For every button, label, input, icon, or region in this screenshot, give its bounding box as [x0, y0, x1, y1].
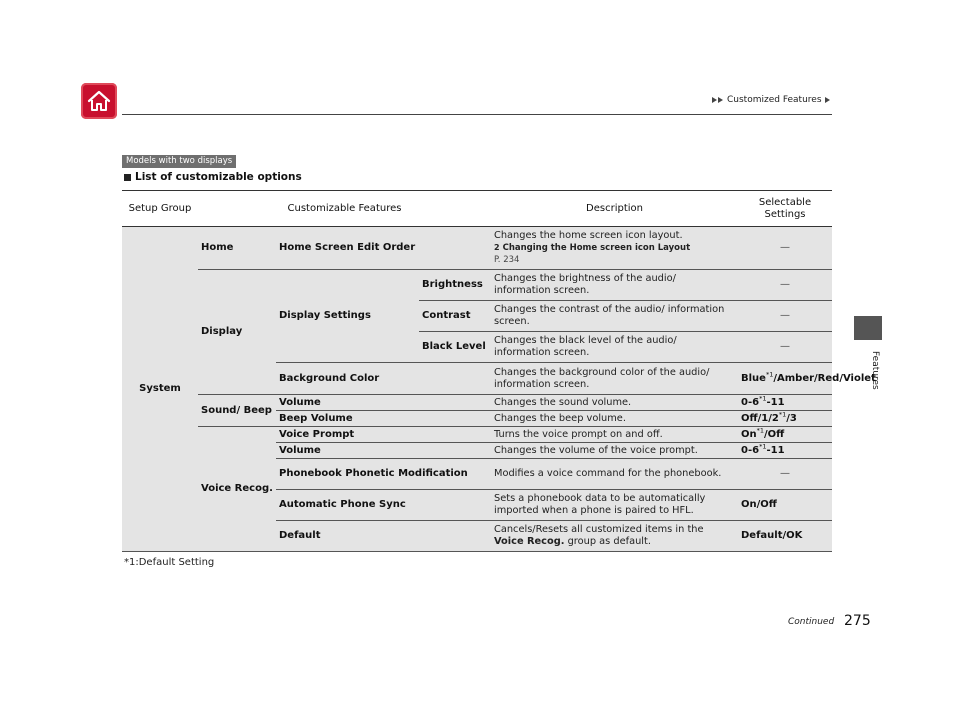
settings-default: Default/OK [738, 521, 832, 552]
feature-voice-volume: Volume [276, 443, 491, 459]
feature-automatic-phone-sync: Automatic Phone Sync [276, 490, 491, 521]
reference-icon: 2 [494, 243, 500, 252]
settings-beep-volume [738, 411, 832, 427]
footnote-marker: *1 [756, 426, 765, 435]
group-display: Display [198, 270, 276, 395]
arrow-icon [718, 97, 723, 103]
continued-label: Continued [788, 617, 835, 627]
desc-automatic-phone-sync: Sets a phonebook data to be automatically imported when a phone is paired to HFL. [491, 490, 738, 521]
desc-text: Cancels/Resets all customized items in the [494, 524, 704, 535]
desc-brightness: Changes the brightness of the audio/ information screen. [491, 270, 738, 301]
group-system: System [122, 227, 198, 552]
group-voice-recog: Voice Recog. [198, 427, 276, 552]
settings-automatic-phone-sync: On/Off [738, 490, 832, 521]
cross-reference-link[interactable] [494, 242, 735, 254]
setting-others: /Off [764, 428, 785, 440]
desc-bold: Voice Recog. [494, 536, 565, 547]
header-selectable-settings: Selectable Settings [738, 191, 832, 227]
reference-label: Changing the Home screen icon Layout [502, 243, 691, 253]
section-title-text: List of customizable options [135, 171, 302, 183]
table-row [122, 395, 832, 411]
footnote-marker: *1 [778, 410, 787, 419]
settings-black-level: — [738, 332, 832, 363]
subgroup-display-settings: Display Settings [276, 270, 419, 363]
settings-brightness: — [738, 270, 832, 301]
models-badge: Models with two displays [122, 155, 236, 168]
breadcrumb-label: Customized Features [727, 95, 822, 105]
desc-black-level: Changes the black level of the audio/ information screen. [491, 332, 738, 363]
desc-volume: Changes the sound volume. [491, 395, 738, 411]
footnote: *1:Default Setting [124, 557, 215, 568]
settings-phonebook-phonetic: — [738, 459, 832, 490]
feature-home-screen-edit-order: Home Screen Edit Order [276, 227, 491, 270]
desc-contrast: Changes the contrast of the audio/ information screen. [491, 301, 738, 332]
arrow-icon [825, 97, 830, 103]
breadcrumb[interactable] [712, 93, 832, 107]
settings-volume [738, 395, 832, 411]
setting-default: Blue [741, 372, 766, 384]
setting-others: -11 [766, 396, 785, 408]
header-setup-group: Setup Group [122, 191, 198, 227]
group-sound-beep: Sound/ Beep [198, 395, 276, 427]
setting-others: -11 [766, 444, 785, 456]
desc-voice-volume: Changes the volume of the voice prompt. [491, 443, 738, 459]
desc-voice-prompt: Turns the voice prompt on and off. [491, 427, 738, 443]
options-table [122, 190, 876, 552]
desc-home-screen [491, 227, 738, 270]
desc-phonebook-phonetic: Modifies a voice command for the phonebook. [491, 459, 738, 490]
feature-voice-prompt: Voice Prompt [276, 427, 491, 443]
setting-default: Off/1/2 [741, 412, 779, 424]
feature-background-color: Background Color [276, 363, 491, 395]
settings-voice-volume [738, 443, 832, 459]
desc-beep-volume: Changes the beep volume. [491, 411, 738, 427]
feature-beep-volume: Beep Volume [276, 411, 491, 427]
desc-background-color: Changes the background color of the audio/ information screen. [491, 363, 738, 395]
setting-default: 0-6 [741, 444, 760, 456]
feature-volume: Volume [276, 395, 491, 411]
settings-home: — [738, 227, 832, 270]
reference-page: P. 234 [494, 255, 520, 265]
page-number: 275 [844, 613, 871, 629]
setting-others: /Amber/Red/Violet [773, 372, 876, 384]
group-home: Home [198, 227, 276, 270]
header-rule [122, 114, 832, 115]
table-header-row [122, 191, 832, 227]
features-tab-label: Features [870, 350, 880, 390]
feature-contrast: Contrast [419, 301, 491, 332]
footnote-marker: *1 [759, 442, 767, 451]
footnote-marker: *1 [759, 394, 767, 403]
table-row [122, 427, 832, 443]
home-icon [87, 90, 111, 112]
desc-text: Changes the home screen icon layout. [494, 230, 683, 241]
feature-brightness: Brightness [419, 270, 491, 301]
feature-default: Default [276, 521, 491, 552]
feature-black-level: Black Level [419, 332, 491, 363]
settings-contrast: — [738, 301, 832, 332]
settings-voice-prompt [738, 427, 832, 443]
feature-phonebook-phonetic-modification: Phonebook Phonetic Modification [276, 459, 491, 490]
setting-default: On [741, 428, 757, 440]
arrow-icon [712, 97, 717, 103]
setting-default: 0-6 [741, 396, 760, 408]
section-title [124, 171, 302, 183]
features-tab[interactable] [854, 316, 882, 340]
desc-default [491, 521, 738, 552]
bullet-square-icon [124, 174, 131, 181]
desc-text: group as default. [564, 536, 651, 547]
setting-others: /3 [786, 412, 797, 424]
header-customizable-features: Customizable Features [198, 191, 491, 227]
home-button[interactable] [81, 83, 117, 119]
header-description: Description [491, 191, 738, 227]
footnote-marker: *1 [765, 370, 774, 379]
settings-background-color [738, 363, 876, 395]
table-row [122, 270, 832, 301]
table-row [122, 227, 832, 270]
